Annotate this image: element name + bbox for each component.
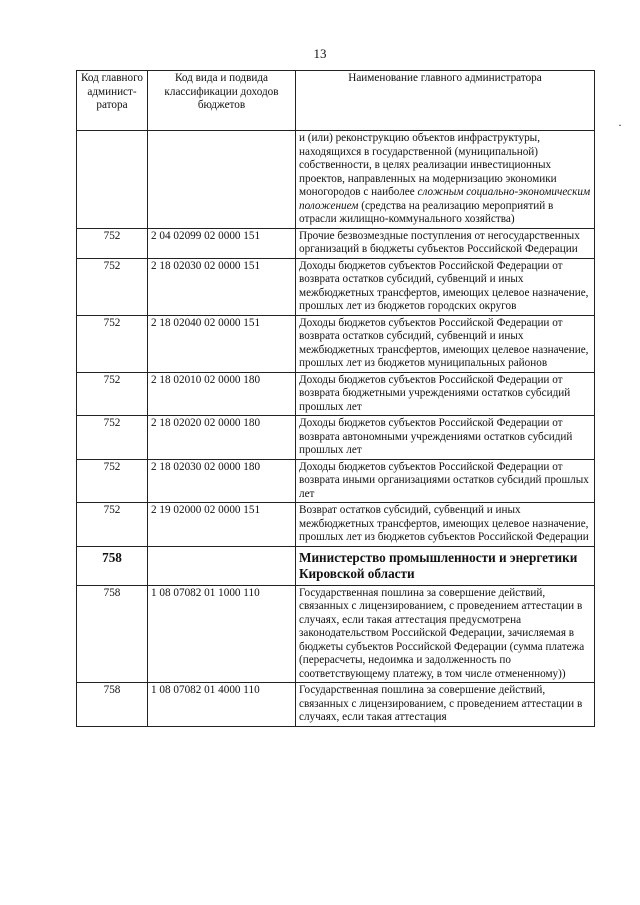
admin-name-cell: Доходы бюджетов субъектов Российской Федерации от возврата иными организациями остатков субсидий прошлых лет	[296, 459, 595, 503]
table-row	[77, 372, 595, 416]
income-code-cell: 2 18 02030 02 0000 180	[148, 459, 296, 503]
edge-mark: ·	[618, 118, 622, 132]
name-text-part1: и (или) реконструкцию объектов инфраструктуры, находящихся в государственной (муниципальной) собственности, в целях реализации инвестиционных проектов, направленных на модернизацию экономики моногородов с наиболее	[299, 132, 557, 198]
header-admin-name: Наименование главного администратора	[296, 71, 595, 131]
admin-name-cell: Доходы бюджетов субъектов Российской Федерации от возврата бюджетными учреждениями остатков субсидий прошлых лет	[296, 372, 595, 416]
admin-code-cell: 758	[77, 585, 148, 683]
income-administrators-table	[76, 70, 595, 727]
admin-name-cell: Прочие безвозмездные поступления от негосударственных организаций в бюджеты субъектов Российской Федерации	[296, 228, 595, 258]
income-code-cell: 2 18 02020 02 0000 180	[148, 416, 296, 460]
income-code-cell	[148, 131, 296, 229]
admin-code-cell: 752	[77, 459, 148, 503]
admin-name-cell: Возврат остатков субсидий, субвенций и иных межбюджетных трансфертов, имеющих целевое назначение, прошлых лет из бюджетов субъектов Российской Федерации	[296, 503, 595, 547]
income-code-cell: 2 18 02010 02 0000 180	[148, 372, 296, 416]
continuation-row	[77, 131, 595, 229]
page-number: 13	[313, 46, 327, 61]
admin-name-cell: Доходы бюджетов субъектов Российской Федерации от возврата автономными учреждениями остатков субсидий прошлых лет	[296, 416, 595, 460]
header-admin-code: Код главного админист-ратора	[77, 71, 148, 131]
table-row	[77, 683, 595, 727]
table-row	[77, 585, 595, 683]
income-code-cell: 1 08 07082 01 4000 110	[148, 683, 296, 727]
table-row	[77, 459, 595, 503]
admin-code-cell: 752	[77, 315, 148, 372]
section-income-code	[148, 546, 296, 585]
table-row	[77, 228, 595, 258]
table-row	[77, 416, 595, 460]
admin-name-cell: Государственная пошлина за совершение действий, связанных с лицензированием, с проведением аттестации в случаях, если такая аттестация	[296, 683, 595, 727]
name-text-part2: (средства на реализацию мероприятий в отрасли жилищно-коммунального хозяйства)	[299, 199, 554, 225]
admin-code-cell: 752	[77, 503, 148, 547]
table-row	[77, 503, 595, 547]
admin-name-cell: Доходы бюджетов субъектов Российской Федерации от возврата остатков субсидий, субвенций и иных межбюджетных трансфертов, имеющих целевое назначение, прошлых лет из бюджетов городских округов	[296, 258, 595, 315]
admin-code-cell: 758	[77, 683, 148, 727]
income-code-cell: 2 19 02000 02 0000 151	[148, 503, 296, 547]
income-code-cell: 2 18 02030 02 0000 151	[148, 258, 296, 315]
admin-code-cell: 752	[77, 258, 148, 315]
income-code-cell: 2 04 02099 02 0000 151	[148, 228, 296, 258]
income-code-cell: 2 18 02040 02 0000 151	[148, 315, 296, 372]
section-admin-name: Министерство промышленности и энергетики Кировской области	[296, 546, 595, 585]
table-header-row	[77, 71, 595, 131]
admin-name-cell: Доходы бюджетов субъектов Российской Федерации от возврата остатков субсидий, субвенций и иных межбюджетных трансфертов, имеющих целевое назначение, прошлых лет из бюджетов муниципальных районов	[296, 315, 595, 372]
admin-code-cell	[77, 131, 148, 229]
admin-code-cell: 752	[77, 228, 148, 258]
admin-name-cell: Государственная пошлина за совершение действий, связанных с лицензированием, с проведением аттестации в случаях, если такая аттестация предусмотрена законодательством Российской Федерации, зачисляемая в бюджеты субъектов Российской Федерации (сумма платежа (перерасчеты, недоимка и задолженность по соответствующему платежу, в том числе отмененному))	[296, 585, 595, 683]
admin-name-cell	[296, 131, 595, 229]
admin-code-cell: 752	[77, 372, 148, 416]
table-row	[77, 315, 595, 372]
income-code-cell: 1 08 07082 01 1000 110	[148, 585, 296, 683]
header-income-code: Код вида и подвида классификации доходов бюджетов	[148, 71, 296, 131]
table-row	[77, 258, 595, 315]
section-header-row	[77, 546, 595, 585]
name-text-italic: сложным социально-экономическим положением	[299, 186, 591, 212]
admin-code-cell: 752	[77, 416, 148, 460]
section-admin-code: 758	[77, 546, 148, 585]
